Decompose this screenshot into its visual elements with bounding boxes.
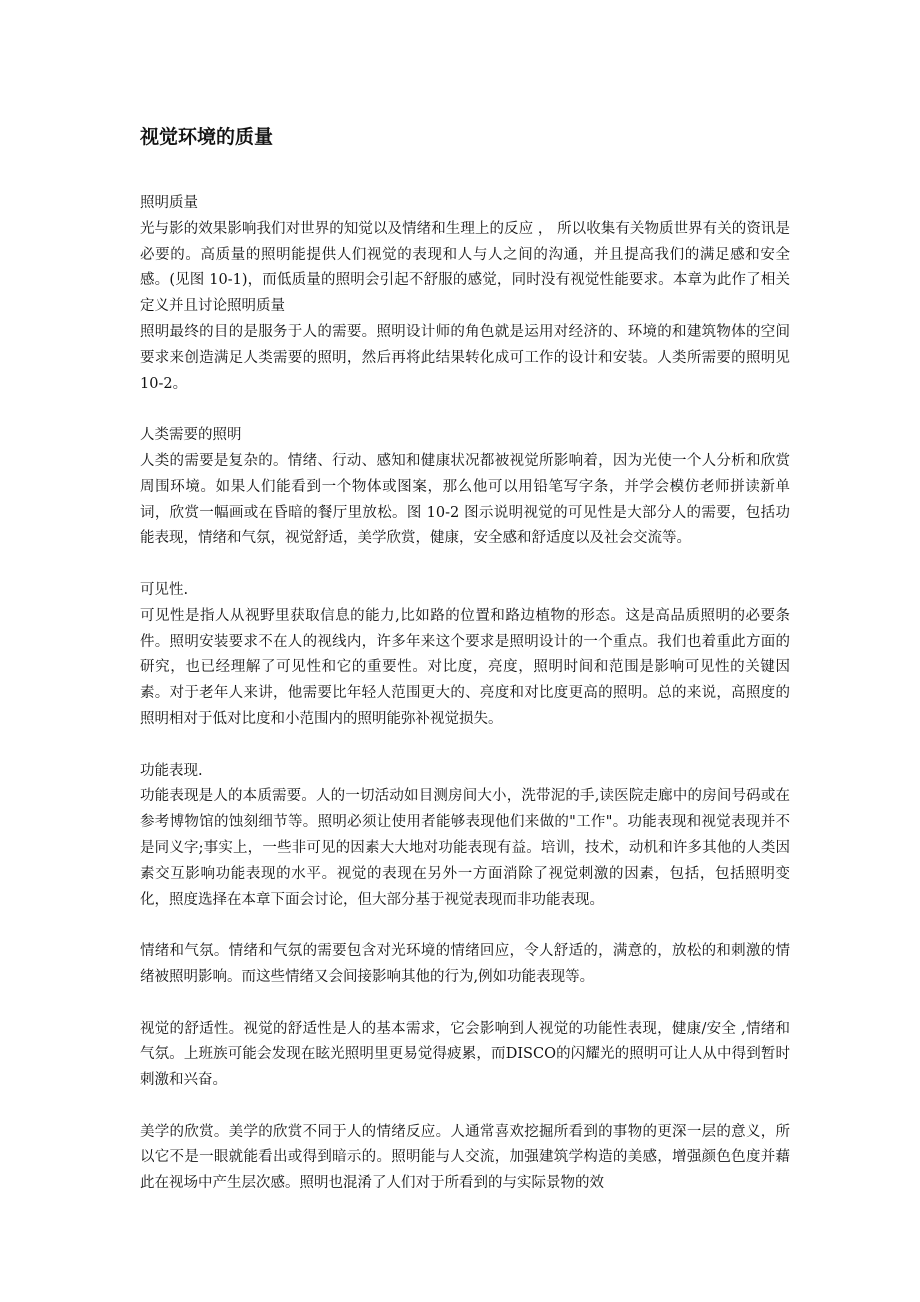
paragraph: 可见性是指人从视野里获取信息的能力,比如路的位置和路边植物的形态。这是高品质照明的必要条件。照明安装要求不在人的视线内，许多年来这个要求是照明设计的一个重点。我们也着重此方面的研究，也已经理解了可见性和它的重要性。对比度，亮度，照明时间和范围是影响可见性的关键因素。对于老年人来讲，他需要比年轻人范围更大的、亮度和对比度更高的照明。总的来说，高照度的照明相对于低对比度和小范围内的照明能弥补视觉损失。: [140, 607, 790, 727]
paragraph: 照明最终的目的是服务于人的需要。照明设计师的角色就是运用对经济的、环境的和建筑物体的空间要求来创造满足人类需要的照明，然后再将此结果转化成可工作的设计和安装。人类所需要的照明见 10-2。: [140, 323, 790, 392]
paragraph: 功能表现是人的本质需要。人的一切活动如目测房间大小，洗带泥的手,读医院走廊中的房间号码或在参考博物馆的蚀刻细节等。照明必须让使用者能够表现他们来做的"工作"。功能表现和视觉表现并不是同义字;事实上，一些非可见的因素大大地对功能表现有益。培训，技术，动机和许多其他的人类因素交互影响功能表现的水平。视觉的表现在另外一方面消除了视觉刺激的因素，包括，包括照明变化，照度选择在本章下面会讨论，但大部分基于视觉表现而非功能表现。: [140, 788, 790, 908]
document-title: 视觉环境的质量: [140, 126, 274, 148]
section-mood-atmosphere: [140, 939, 790, 991]
document-page: [140, 118, 790, 1223]
paragraph: 光与影的效果影响我们对世界的知觉以及情绪和生理上的反应 ， 所以收集有关物质世界有关的资讯是必要的。高质量的照明能提供人们视觉的表现和人与人之间的沟通，并且提高我们的满足感和安全感。(见图 10-1)，而低质量的照明会引起不舒服的感觉，同时没有视觉性能要求。本章为此作了相关定义并且讨论照明质量: [140, 220, 790, 315]
section-aesthetic-judgment: [140, 1120, 790, 1197]
section-task-performance: [140, 759, 790, 914]
section-heading: 人类需要的照明: [140, 427, 242, 444]
section-visibility: [140, 578, 790, 733]
section-heading: 可见性.: [140, 581, 189, 598]
paragraph: 人类的需要是复杂的。情绪、行动、感知和健康状况都被视觉所影响着，因为光使一个人分析和欣赏周围环境。如果人们能看到一个物体或图案，那么他可以用铅笔写字条，并学会模仿老师拼读新单词，欣赏一幅画或在昏暗的餐厅里放松。图 10-2 图示说明视觉的可见性是大部分人的需要，包括功能表现，情绪和气氛，视觉舒适，美学欣赏，健康，安全感和舒适度以及社会交流等。: [140, 452, 790, 547]
section-heading: 功能表现.: [140, 762, 203, 779]
paragraph: 视觉的舒适性。视觉的舒适性是人的基本需求，它会影响到人视觉的功能性表现，健康/安全 ,情绪和气氛。上班族可能会发现在眩光照明里更易觉得疲累，而DISCO的闪耀光的照明可让人从中得到暂时刺激和兴奋。: [140, 1020, 790, 1089]
section-visual-comfort: [140, 1017, 790, 1094]
paragraph: 情绪和气氛。情绪和气氛的需要包含对光环境的情绪回应，令人舒适的，满意的，放松的和刺激的情绪被照明影响。而这些情绪又会间接影响其他的行为,例如功能表现等。: [140, 943, 790, 985]
section-human-needs: [140, 423, 790, 552]
paragraph: 美学的欣赏。美学的欣赏不同于人的情绪反应。人通常喜欢挖掘所看到的事物的更深一层的意义，所以它不是一眼就能看出或得到暗示的。照明能与人交流，加强建筑学构造的美感，增强颜色色度并藉此在视场中产生层次感。照明也混淆了人们对于所看到的与实际景物的效: [140, 1123, 790, 1192]
section-lighting-quality: [140, 191, 790, 397]
section-heading: 照明质量: [140, 195, 198, 211]
